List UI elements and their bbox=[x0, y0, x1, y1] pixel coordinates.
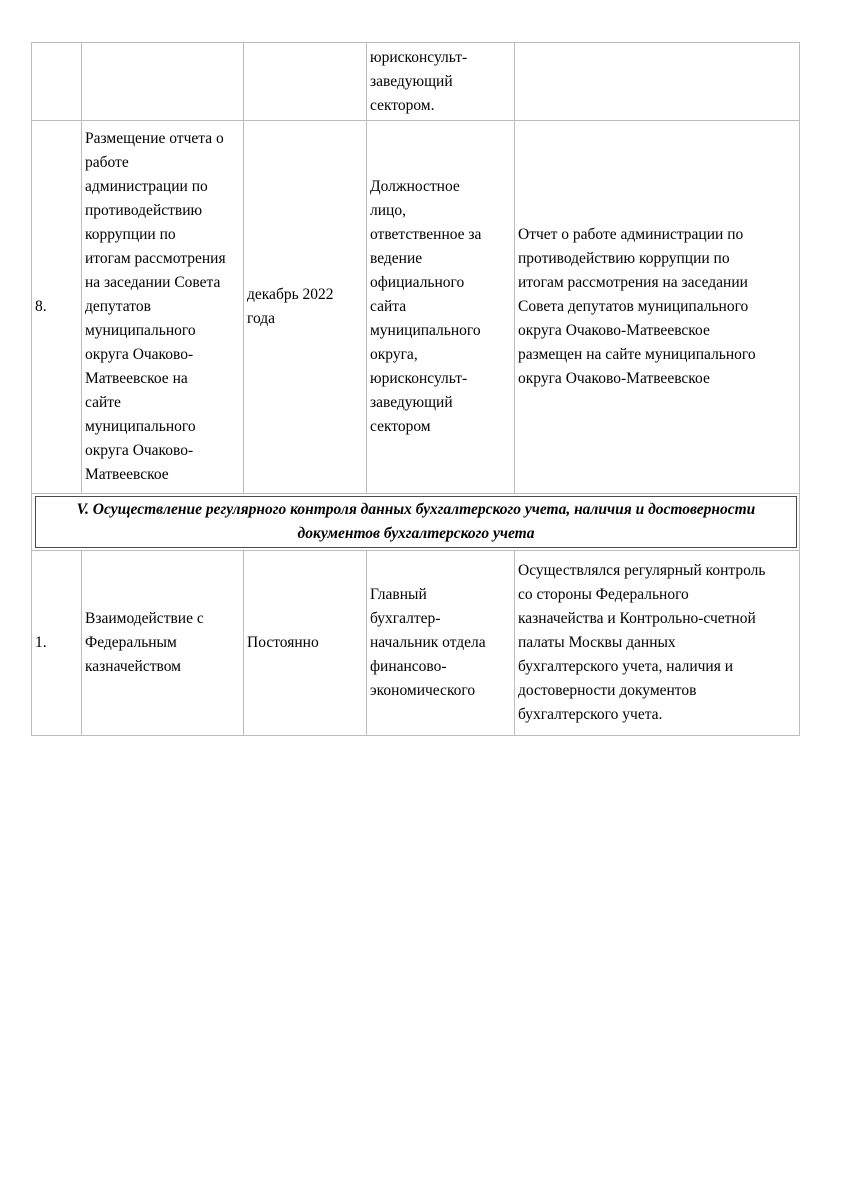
row-number bbox=[32, 43, 82, 121]
responsible-cell: Главный бухгалтер- начальник отдела финансово- экономического bbox=[367, 551, 515, 736]
result-cell bbox=[515, 43, 800, 121]
event-cell: Размещение отчета о работе администрации по противодействию коррупции по итогам рассмотрения на заседании Совета депутатов муниципального округа Очаково- Матвеевское на сайте муниципального округа Очаково- Матвеевское bbox=[82, 121, 244, 494]
result-cell: Осуществлялся регулярный контроль со стороны Федерального казначейства и Контрольно-счетной палаты Москвы данных бухгалтерского учета, наличия и достоверности документов бухгалтерского учета. bbox=[515, 551, 800, 736]
row-number: 8. bbox=[32, 121, 82, 494]
section-title: V. Осуществление регулярного контроля данных бухгалтерского учета, наличия и достоверности документов бухгалтерского учета bbox=[35, 496, 797, 548]
table-row bbox=[32, 551, 800, 736]
row-number: 1. bbox=[32, 551, 82, 736]
responsible-cell: Должностное лицо, ответственное за ведение официального сайта муниципального округа, юрисконсульт- заведующий сектором bbox=[367, 121, 515, 494]
section-header-row bbox=[32, 494, 800, 551]
section-header-cell bbox=[32, 494, 800, 551]
deadline-cell bbox=[244, 43, 367, 121]
result-cell: Отчет о работе администрации по противодействию коррупции по итогам рассмотрения на заседании Совета депутатов муниципального округа Очаково-Матвеевское размещен на сайте муниципального округа Очаково-Матвеевское bbox=[515, 121, 800, 494]
deadline-cell: декабрь 2022 года bbox=[244, 121, 367, 494]
deadline-cell: Постоянно bbox=[244, 551, 367, 736]
event-cell bbox=[82, 43, 244, 121]
responsible-cell: юрисконсульт- заведующий сектором. bbox=[367, 43, 515, 121]
event-cell: Взаимодействие с Федеральным казначейством bbox=[82, 551, 244, 736]
measures-table bbox=[31, 42, 800, 736]
table-row bbox=[32, 121, 800, 494]
table-row bbox=[32, 43, 800, 121]
document-page bbox=[31, 42, 799, 736]
